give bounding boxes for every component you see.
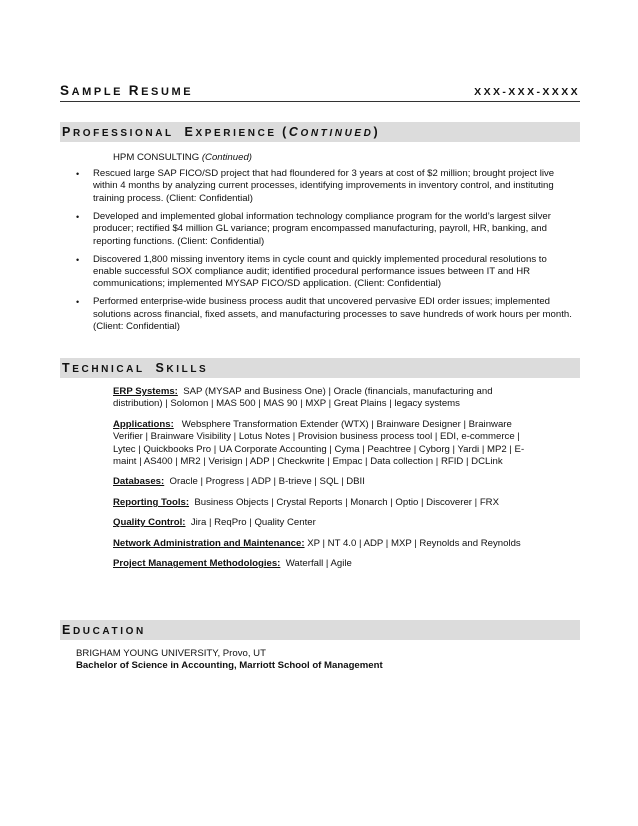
skill-label: Applications: [113,418,174,430]
heading-rest: ECHNICAL [72,364,145,375]
list-item [76,254,576,291]
skill-label: Databases: [113,476,165,488]
heading-rest: ROFESSIONAL [72,128,174,139]
section-title-experience [60,125,380,139]
education-entry [76,648,383,673]
skill-network-administration [113,538,543,550]
bullet-text: Rescued large SAP FICO/SD project that had floundered for 3 years at cost of $2 million; brought project live within 4 months by analyzing current processes, identifying improvements in inventory control, and instituting training process. (Client: Confidential) [93,168,555,204]
heading-initial: E [184,125,196,139]
skill-quality-control [113,517,543,529]
skill-reporting-tools [113,497,543,509]
bullet-text: Developed and implemented global information technology compliance program for the world’s largest silver producer; rectified $4 million GL variance; program encompassed manufacturing, payroll, HR, banking, and reporting functions. (Client: Confidential) [93,210,551,247]
title-rest-ample: AMPLE [71,86,124,98]
skill-value: Websphere Transformation Extender (WTX) | Brainware Designer | Brainware Verifier | Brainware Visibility | Lotus Notes | Provision business process tool | EDI, e-commerce | Lytec | Quickbooks Pro | UA Corporate Accounting | Cyma | Peachtree | Cyborg | Yardi | MP2 | E-maint | AS400 | MR2 | Verisign | ADP | Checkwrite | Empac | Data collection | RFID | DCLink [113,418,525,468]
bullet-icon: • [76,169,80,179]
school-name: BRIGHAM YOUNG UNIVERSITY, Provo, UT [76,648,266,659]
list-item [76,211,576,248]
skill-value: XP | NT 4.0 | ADP | MXP | Reynolds and Reynolds [307,537,521,549]
bullet-icon: • [76,297,80,308]
skill-value: Jira | ReqPro | Quality Center [190,517,316,529]
company-name: HPM CONSULTING [113,152,200,163]
skill-value: Waterfall | Agile [285,558,352,570]
skill-label: ERP Systems: [113,386,178,397]
skill-value: Oracle | Progress | ADP | B-trieve | SQL | DBII [169,476,365,488]
phone-number: XXX-XXX-XXXX [474,86,580,98]
heading-paren: ) [373,125,381,139]
bullet-icon: • [76,211,80,222]
resume-title [60,83,193,98]
heading-rest: DUCATION [72,626,146,637]
company-line [113,152,252,164]
skill-label: Project Management Methodologies: [113,558,281,570]
heading-rest: KILLS [166,364,209,375]
title-rest-esume: ESUME [141,86,194,98]
list-item [76,296,576,333]
heading-initial: E [62,623,73,637]
skill-erp-systems [113,386,543,411]
resume-header [60,84,580,98]
skill-databases [113,476,543,488]
section-professional-experience [60,122,580,142]
heading-initial: C [288,125,301,139]
skill-applications [113,419,543,469]
degree: Bachelor of Science in Accounting, Marriott School of Management [76,660,383,672]
skills-list [113,386,543,578]
bullet-text: Performed enterprise-wide business process audit that uncovered pervasive EDI order issues; implemented solutions across financial, fixed assets, and manufacturing processes to save hundreds of work hours per month. (Client: Confidential) [93,296,572,333]
heading-paren: ( [282,125,289,139]
heading-initial: T [62,361,73,375]
skill-value: SAP (MYSAP and Business One) | Oracle (financials, manufacturing and distribution) | Solomon | MAS 500 | MAS 90 | MXP | Great Plains | legacy systems [113,386,493,410]
title-initial-r: R [128,83,142,98]
company-note: (Continued) [201,152,252,163]
skill-label: Network Administration and Maintenance: [113,537,305,549]
bullet-text: Discovered 1,800 missing inventory items in cycle count and quickly implemented procedural resolutions to enable successful SOX compliance audit; identified procedural performance issues between IT and HR communications; implemented MYSAP FICO/SD application. (Client: Confidential) [93,253,547,290]
section-title-education [60,623,146,637]
experience-bullets [76,168,576,339]
heading-rest: XPERIENCE [195,128,277,139]
skill-label: Quality Control: [113,517,186,529]
section-education [60,620,580,640]
heading-initial: S [155,361,167,375]
heading-initial: P [62,125,73,139]
section-technical-skills [60,358,580,378]
header-divider [60,101,580,102]
section-title-skills [60,361,208,375]
skill-label: Reporting Tools: [113,496,190,508]
bullet-icon: • [76,254,80,265]
list-item [76,168,576,205]
skill-project-management [113,558,543,570]
title-initial-s: S [60,83,72,98]
skill-value: Business Objects | Crystal Reports | Monarch | Optio | Discoverer | FRX [194,496,500,508]
heading-rest: ONTINUED [300,128,374,139]
